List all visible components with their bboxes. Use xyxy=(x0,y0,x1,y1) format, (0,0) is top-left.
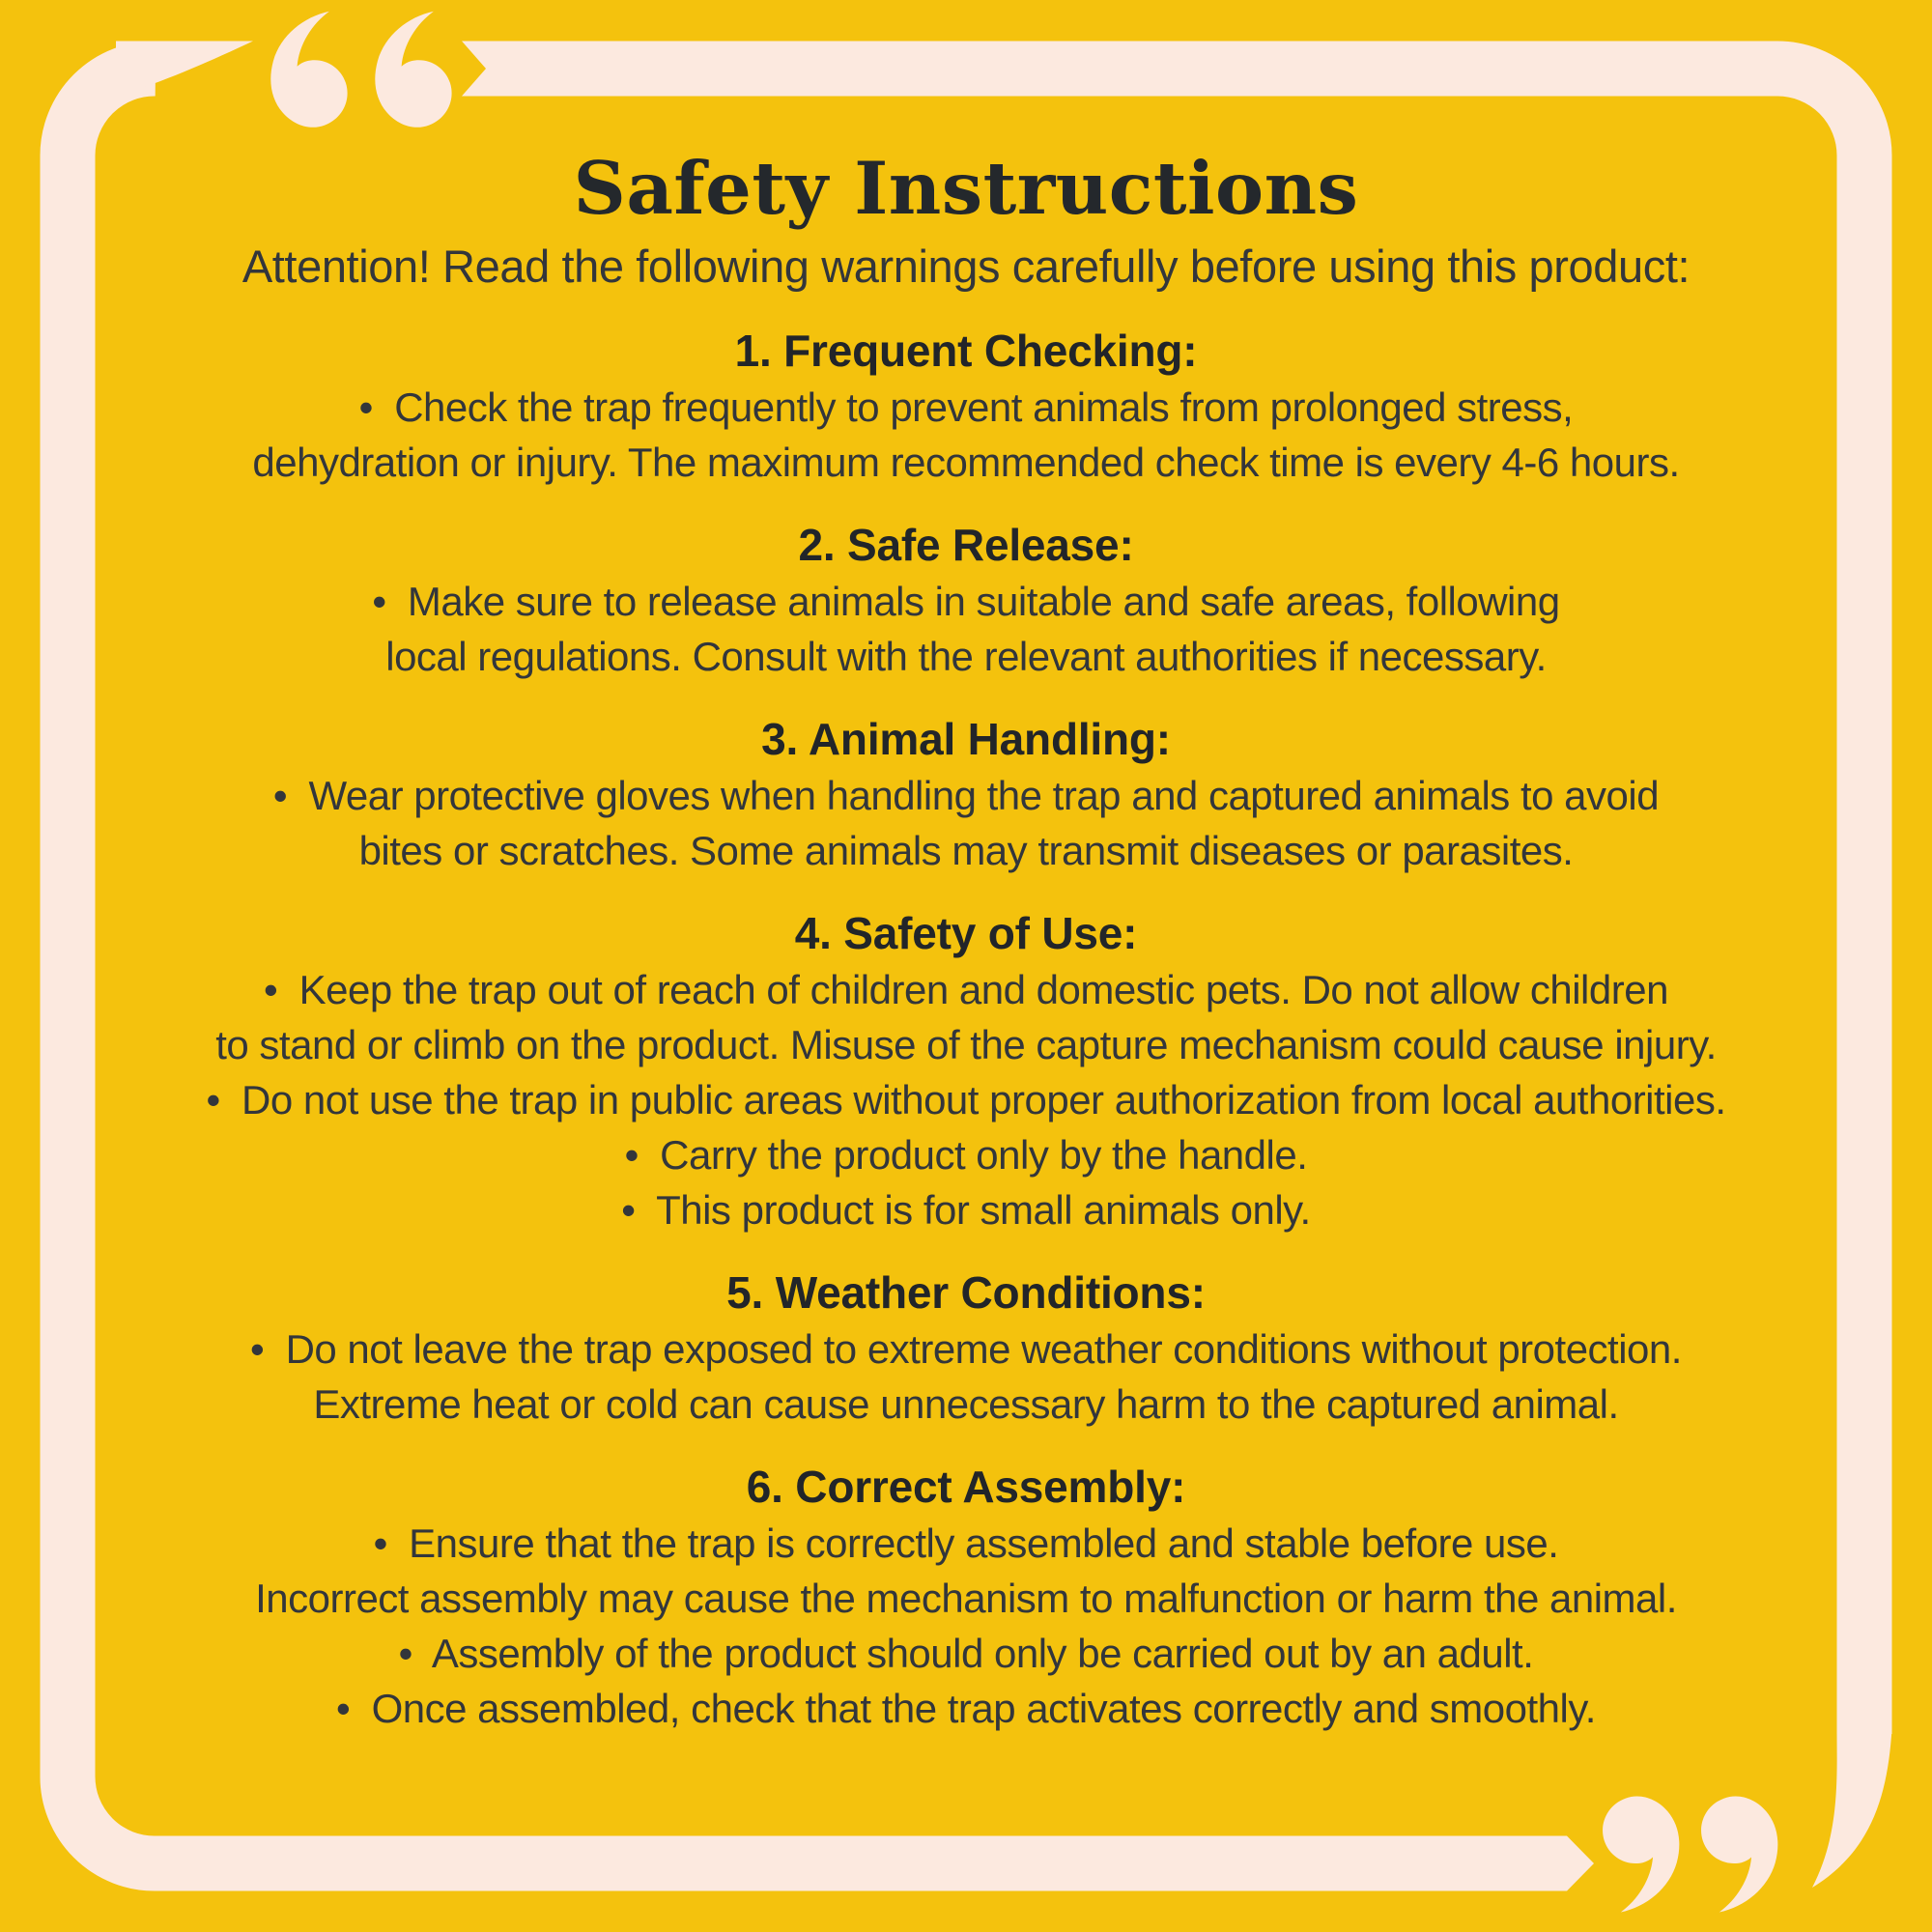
body-line: • This product is for small animals only. xyxy=(621,1187,1311,1233)
section-correct-assembly xyxy=(0,1461,1932,1736)
section-body xyxy=(0,380,1932,490)
body-line: • Once assembled, check that the trap activates correctly and smoothly. xyxy=(336,1686,1596,1731)
section-heading: 3. Animal Handling: xyxy=(761,714,1171,764)
body-line: • Ensure that the trap is correctly assembled and stable before use. xyxy=(373,1520,1559,1566)
section-body xyxy=(0,1321,1932,1432)
section-heading: 1. Frequent Checking: xyxy=(734,326,1198,376)
body-line: bites or scratches. Some animals may transmit diseases or parasites. xyxy=(358,828,1574,873)
body-line: • Do not leave the trap exposed to extreme weather conditions without protection. xyxy=(250,1326,1682,1372)
body-line: • Make sure to release animals in suitable and safe areas, following xyxy=(372,579,1560,624)
body-line: • Carry the product only by the handle. xyxy=(624,1132,1308,1178)
body-line: local regulations. Consult with the relevant authorities if necessary. xyxy=(385,634,1547,679)
subtitle: Attention! Read the following warnings carefully before using this product: xyxy=(242,241,1690,292)
section-heading: 4. Safety of Use: xyxy=(794,908,1138,958)
body-line: • Do not use the trap in public areas without proper authorization from local authorities. xyxy=(206,1077,1726,1122)
section-body xyxy=(0,962,1932,1237)
section-frequent-checking xyxy=(0,325,1932,490)
section-heading: 5. Weather Conditions: xyxy=(726,1267,1206,1318)
section-body xyxy=(0,1516,1932,1736)
section-body xyxy=(0,574,1932,684)
body-line: to stand or climb on the product. Misuse of the capture mechanism could cause injury. xyxy=(215,1022,1717,1067)
body-line: • Wear protective gloves when handling the trap and captured animals to avoid xyxy=(272,773,1660,818)
body-line: Extreme heat or cold can cause unnecessary harm to the captured animal. xyxy=(313,1381,1619,1427)
section-animal-handling xyxy=(0,713,1932,878)
section-safe-release xyxy=(0,519,1932,684)
section-weather-conditions xyxy=(0,1266,1932,1432)
section-safety-of-use xyxy=(0,907,1932,1237)
section-body xyxy=(0,768,1932,878)
body-line: dehydration or injury. The maximum recommended check time is every 4-6 hours. xyxy=(252,440,1680,485)
section-heading: 6. Correct Assembly: xyxy=(746,1462,1186,1512)
body-line: • Keep the trap out of reach of children and domestic pets. Do not allow children xyxy=(264,967,1668,1012)
body-line: • Check the trap frequently to prevent animals from prolonged stress, xyxy=(358,384,1574,430)
section-heading: 2. Safe Release: xyxy=(798,520,1134,570)
body-line: Incorrect assembly may cause the mechanism to malfunction or harm the animal. xyxy=(255,1576,1677,1621)
page-title: Safety Instructions xyxy=(573,146,1359,231)
body-line: • Assembly of the product should only be carried out by an adult. xyxy=(398,1631,1534,1676)
